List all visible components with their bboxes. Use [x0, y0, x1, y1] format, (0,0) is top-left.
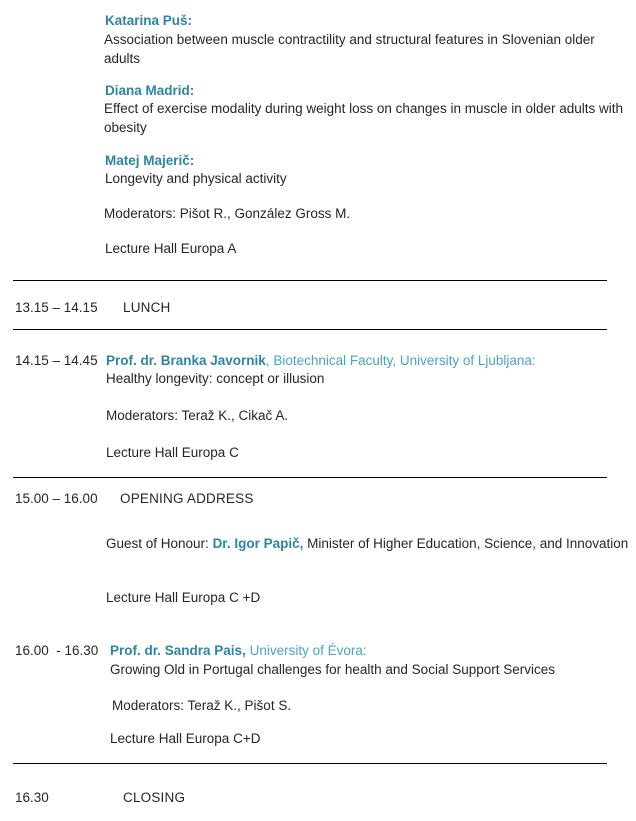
- time-slot: 16.00 - 16.30: [15, 643, 99, 658]
- location-line: Lecture Hall Europa A: [105, 241, 237, 256]
- location-line: Lecture Hall Europa C+D: [110, 731, 261, 746]
- time-slot: 14.15 – 14.45: [15, 353, 98, 368]
- speaker-affiliation: University of Évora:: [245, 643, 367, 658]
- speaker-name: Prof. dr. Branka Javornik: [106, 353, 266, 368]
- location-line: Lecture Hall Europa C +D: [106, 590, 261, 605]
- speaker-name: Diana Madrid:: [105, 83, 195, 98]
- section-divider: [13, 477, 607, 478]
- guest-of-honour-line: [106, 535, 634, 554]
- speaker-name: Prof. dr. Sandra Pais,: [110, 643, 246, 658]
- session-label: CLOSING: [123, 790, 186, 805]
- guest-name: Dr. Igor Papič,: [212, 536, 304, 551]
- session-label: OPENING ADDRESS: [120, 491, 254, 506]
- moderators-line: Moderators: Teraž K., Pišot S.: [112, 698, 292, 713]
- guest-title: Minister of Higher Education, Science, and Innovation: [303, 536, 629, 551]
- guest-prefix: Guest of Honour:: [106, 536, 213, 551]
- section-divider: [13, 280, 607, 281]
- speaker-line: [110, 642, 636, 661]
- speaker-name: Katarina Puš:: [105, 13, 193, 28]
- time-slot: 13.15 – 14.15: [15, 300, 98, 315]
- speaker-name: Matej Majerič:: [105, 153, 195, 168]
- talk-title: Effect of exercise modality during weight loss on changes in muscle in older adults with obesity: [104, 101, 624, 135]
- session-label: LUNCH: [123, 300, 171, 315]
- time-slot: 16.30: [15, 790, 49, 805]
- time-slot: 15.00 – 16.00: [15, 491, 98, 506]
- talk-title: Healthy longevity: concept or illusion: [106, 371, 325, 386]
- moderators-line: Moderators: Teraž K., Cikač A.: [106, 408, 289, 423]
- speaker-line: [106, 352, 634, 371]
- talk-title: Longevity and physical activity: [105, 171, 287, 186]
- location-line: Lecture Hall Europa C: [106, 445, 239, 460]
- moderators-line: Moderators: Pišot R., González Gross M.: [104, 206, 351, 221]
- talk-title: Association between muscle contractility and structural features in Slovenian older adults: [104, 32, 595, 66]
- talk-title: Growing Old in Portugal challenges for health and Social Support Services: [110, 662, 555, 677]
- section-divider: [13, 329, 607, 330]
- speaker-affiliation: , Biotechnical Faculty, University of Ljubljana:: [265, 353, 536, 368]
- section-divider: [13, 763, 607, 764]
